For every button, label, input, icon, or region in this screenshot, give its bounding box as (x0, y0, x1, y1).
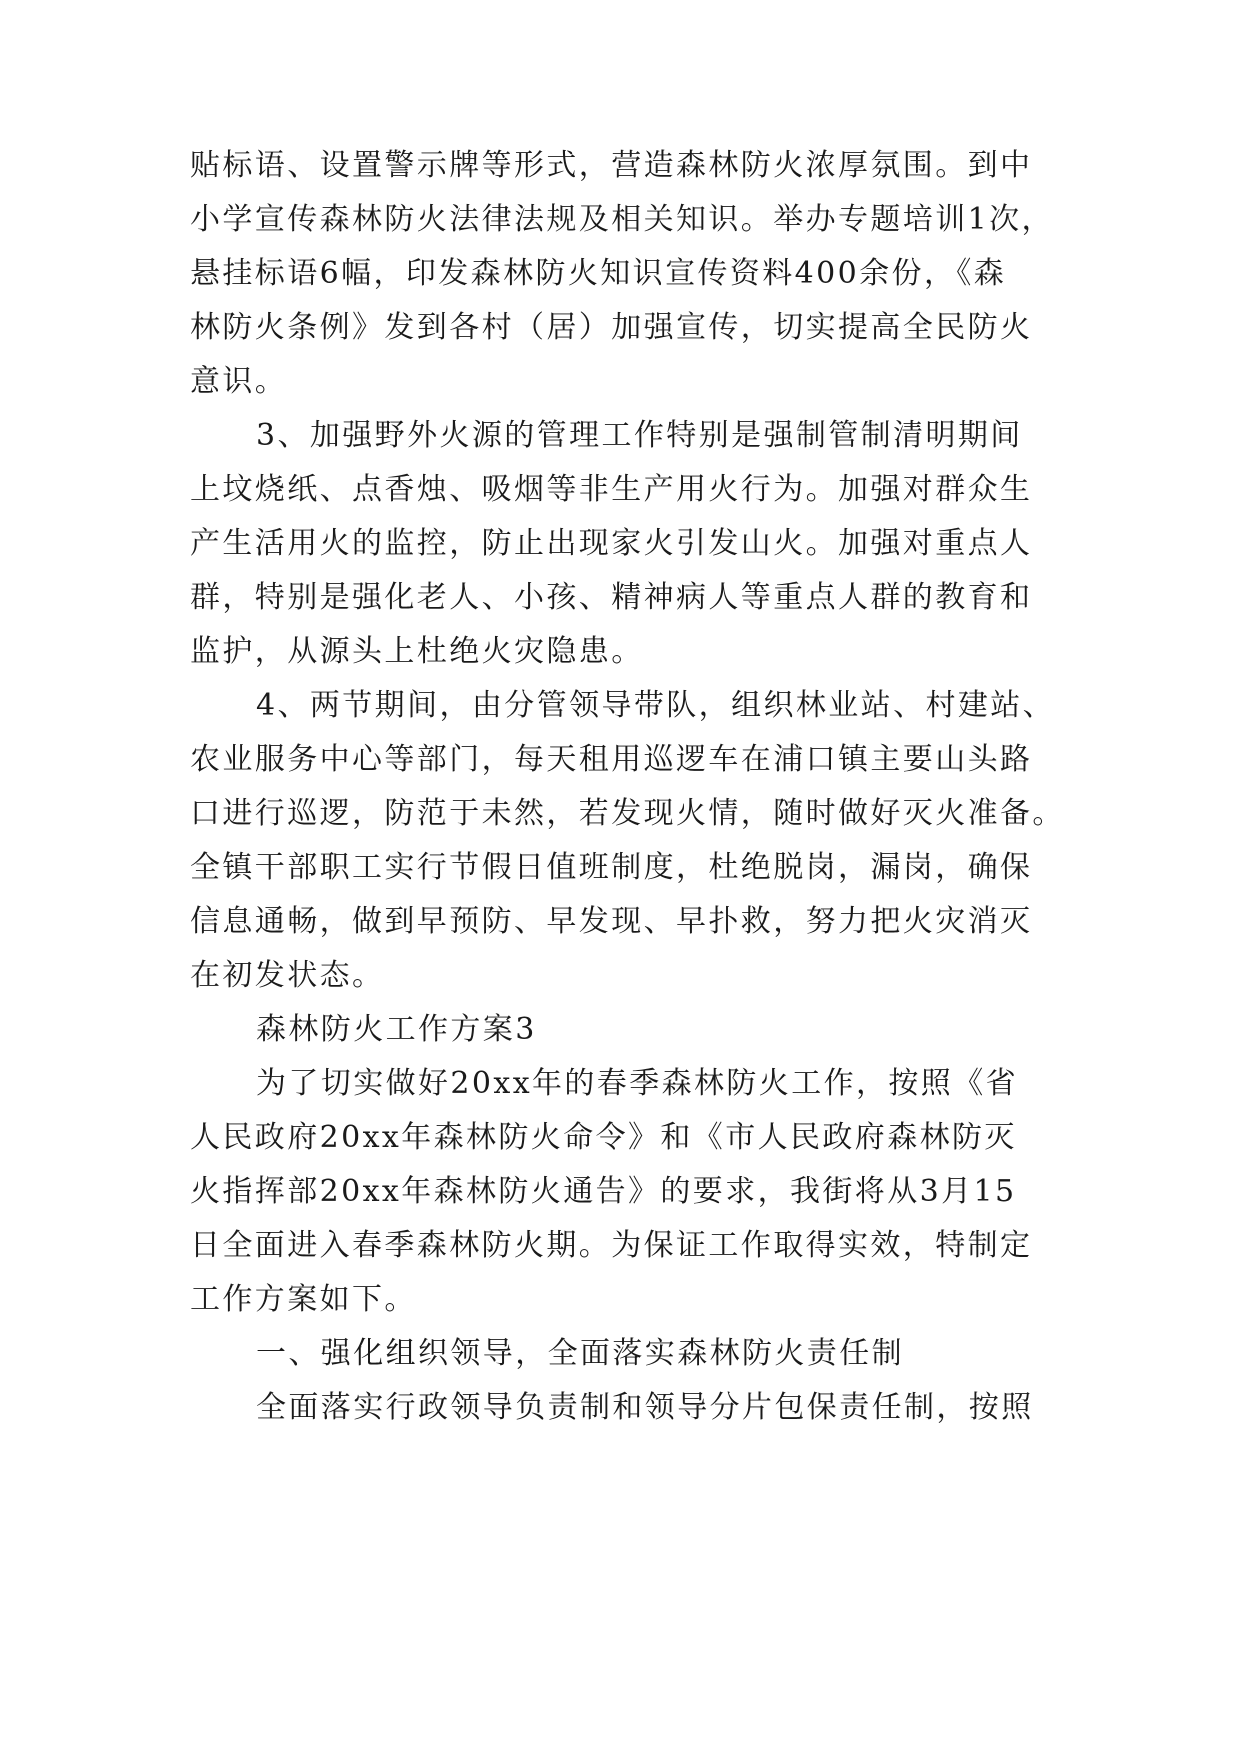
text-line: 农业服务中心等部门，每天租用巡逻车在浦口镇主要山头路 (190, 742, 1033, 777)
text-line: 人民政府20xx年森林防火命令》和《市人民政府森林防灭 (190, 1120, 1017, 1155)
section-heading: 一、强化组织领导，全面落实森林防火责任制 (256, 1336, 904, 1371)
text-line: 小学宣传森林防火法律法规及相关知识。举办专题培训1次， (190, 202, 1054, 237)
text-line: 群，特别是强化老人、小孩、精神病人等重点人群的教育和 (190, 580, 1033, 615)
text-line: 上坟烧纸、点香烛、吸烟等非生产用火行为。加强对群众生 (190, 472, 1033, 507)
paragraph-first-line: 为了切实做好20xx年的春季森林防火工作，按照《省 (256, 1066, 1019, 1101)
section-title: 森林防火工作方案3 (256, 1012, 537, 1047)
text-line: 林防火条例》发到各村（居）加强宣传，切实提高全民防火 (190, 310, 1033, 345)
text-line: 意识。 (190, 364, 288, 399)
text-line: 全镇干部职工实行节假日值班制度，杜绝脱岗，漏岗，确保 (190, 850, 1033, 885)
paragraph-first-line: 4、两节期间，由分管领导带队，组织林业站、村建站、 (256, 688, 1056, 723)
text-line: 悬挂标语6幅，印发森林防火知识宣传资料400余份，《森 (190, 256, 1007, 291)
text-line: 信息通畅，做到早预防、早发现、早扑救，努力把火灾消灭 (190, 904, 1033, 939)
text-line: 口进行巡逻，防范于未然，若发现火情，随时做好灭火准备。 (190, 796, 1065, 831)
text-line: 在初发状态。 (190, 958, 385, 993)
text-line: 日全面进入春季森林防火期。为保证工作取得实效，特制定 (190, 1228, 1033, 1263)
text-line: 监护，从源头上杜绝火灾隐患。 (190, 634, 644, 669)
text-line: 产生活用火的监控，防止出现家火引发山火。加强对重点人 (190, 526, 1033, 561)
paragraph-first-line: 3、加强野外火源的管理工作特别是强制管制清明期间 (256, 418, 1023, 453)
paragraph-first-line: 全面落实行政领导负责制和领导分片包保责任制，按照 (256, 1390, 1034, 1425)
text-line: 工作方案如下。 (190, 1282, 417, 1317)
text-line: 贴标语、设置警示牌等形式，营造森林防火浓厚氛围。到中 (190, 148, 1033, 183)
text-line: 火指挥部20xx年森林防火通告》的要求，我街将从3月15 (190, 1174, 1017, 1209)
